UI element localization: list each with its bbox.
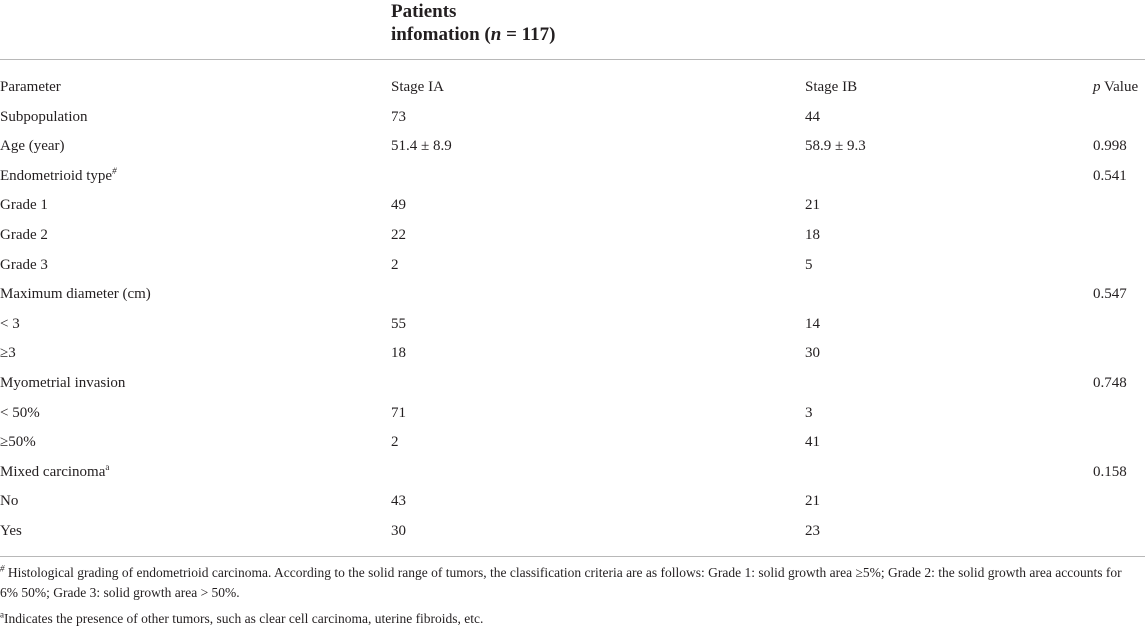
cell-parameter [0, 310, 20, 340]
title-line-2-suffix: = 117) [501, 24, 556, 45]
cell-p-value: 0.541 [1093, 167, 1127, 184]
cell-parameter [0, 162, 117, 192]
cell-stage-ib: 5 [805, 256, 813, 273]
footnote-marker: a [105, 461, 110, 472]
table-row [0, 487, 1145, 517]
table-row [0, 369, 1145, 399]
table-top-rule [0, 59, 1145, 60]
footnote-grading [0, 563, 1140, 603]
cell-stage-ib: 14 [805, 315, 820, 332]
cell-stage-ia: 22 [391, 226, 406, 243]
cell-parameter-text: < 3 [0, 315, 20, 332]
table-row [0, 280, 1145, 310]
cell-parameter-text: ≥3 [0, 345, 16, 362]
cell-p-value: 0.748 [1093, 374, 1127, 391]
cell-parameter [0, 191, 48, 221]
header-p-value [1093, 73, 1138, 103]
header-p-symbol: p [1093, 79, 1101, 95]
table-row [0, 399, 1145, 429]
cell-parameter [0, 458, 109, 488]
cell-stage-ia: 73 [391, 108, 406, 125]
cell-parameter-text: Grade 3 [0, 256, 48, 273]
title-n-symbol: n [490, 24, 502, 45]
cell-stage-ia: 18 [391, 345, 406, 362]
cell-p-value: 0.547 [1093, 286, 1127, 303]
cell-stage-ia: 2 [391, 256, 399, 273]
table-row [0, 339, 1145, 369]
header-stage-ib: Stage IB [805, 79, 858, 95]
cell-stage-ia: 30 [391, 522, 406, 539]
cell-parameter-text: Grade 1 [0, 197, 48, 214]
cell-parameter-text: Yes [0, 522, 22, 539]
table-row [0, 310, 1145, 340]
cell-stage-ib: 58.9 ± 9.3 [805, 138, 866, 155]
cell-stage-ia: 49 [391, 197, 406, 214]
table-row [0, 221, 1145, 251]
cell-stage-ia: 2 [391, 434, 399, 451]
cell-parameter-text: Maximum diameter (cm) [0, 286, 151, 303]
cell-stage-ib: 3 [805, 404, 813, 421]
header-stage-ia: Stage IA [391, 79, 444, 95]
header-parameter: Parameter [0, 79, 61, 95]
cell-parameter-text: Grade 2 [0, 226, 48, 243]
cell-parameter [0, 132, 65, 162]
table-row [0, 251, 1145, 281]
footnote-marker: # [112, 165, 117, 176]
title-line-1: Patients [391, 1, 457, 22]
cell-parameter-text: No [0, 493, 19, 510]
cell-stage-ib: 21 [805, 197, 820, 214]
footnote-grading-marker: # [0, 563, 5, 574]
table-row [0, 162, 1145, 192]
footnote-mixed [0, 609, 1140, 629]
cell-parameter [0, 399, 40, 429]
cell-parameter [0, 369, 125, 399]
cell-stage-ib: 21 [805, 493, 820, 510]
table-row [0, 132, 1145, 162]
cell-parameter [0, 428, 36, 458]
cell-parameter-text: < 50% [0, 404, 40, 421]
footnote-grading-text: Histological grading of endometrioid carcinoma. According to the solid range of tumors, the classification criteria are as follows: Grade 1: solid growth area ≥5%; Grade 2: the solid growth area accounts for 6% 50%; Grade 3: solid growth area > 50%. [0, 565, 1122, 600]
cell-stage-ib: 41 [805, 434, 820, 451]
cell-parameter [0, 517, 22, 547]
cell-parameter-text: ≥50% [0, 434, 36, 451]
data-table [0, 73, 1145, 547]
table-bottom-rule [0, 556, 1145, 557]
cell-parameter [0, 280, 151, 310]
table-row [0, 517, 1145, 547]
footnote-mixed-marker: a [0, 609, 4, 620]
cell-parameter [0, 103, 88, 133]
table-body [0, 103, 1145, 547]
cell-p-value: 0.158 [1093, 463, 1127, 480]
table-row [0, 428, 1145, 458]
table-row [0, 103, 1145, 133]
cell-stage-ia: 51.4 ± 8.9 [391, 138, 452, 155]
table-header-row [0, 73, 1145, 103]
cell-stage-ib: 44 [805, 108, 820, 125]
cell-parameter-text: Myometrial invasion [0, 374, 126, 391]
cell-parameter [0, 251, 48, 281]
cell-stage-ia: 55 [391, 315, 406, 332]
cell-stage-ia: 43 [391, 493, 406, 510]
cell-p-value: 0.998 [1093, 138, 1127, 155]
cell-stage-ib: 18 [805, 226, 820, 243]
cell-parameter-text: Mixed carcinoma [0, 463, 106, 480]
cell-stage-ib: 23 [805, 522, 820, 539]
table-title [391, 0, 555, 46]
footnote-mixed-text: Indicates the presence of other tumors, such as clear cell carcinoma, uterine fibroids, etc. [4, 611, 484, 626]
title-line-2 [391, 23, 555, 46]
cell-parameter-text: Age (year) [0, 138, 65, 155]
cell-parameter [0, 339, 16, 369]
cell-parameter [0, 487, 18, 517]
cell-parameter-text: Subpopulation [0, 108, 88, 125]
footnotes [0, 563, 1140, 629]
cell-stage-ib: 30 [805, 345, 820, 362]
cell-parameter [0, 221, 48, 251]
header-p-label: Value [1100, 79, 1139, 95]
table-row [0, 458, 1145, 488]
cell-stage-ia: 71 [391, 404, 406, 421]
title-line-2-prefix: infomation ( [391, 24, 491, 45]
table-row [0, 191, 1145, 221]
cell-parameter-text: Endometrioid type [0, 167, 113, 184]
